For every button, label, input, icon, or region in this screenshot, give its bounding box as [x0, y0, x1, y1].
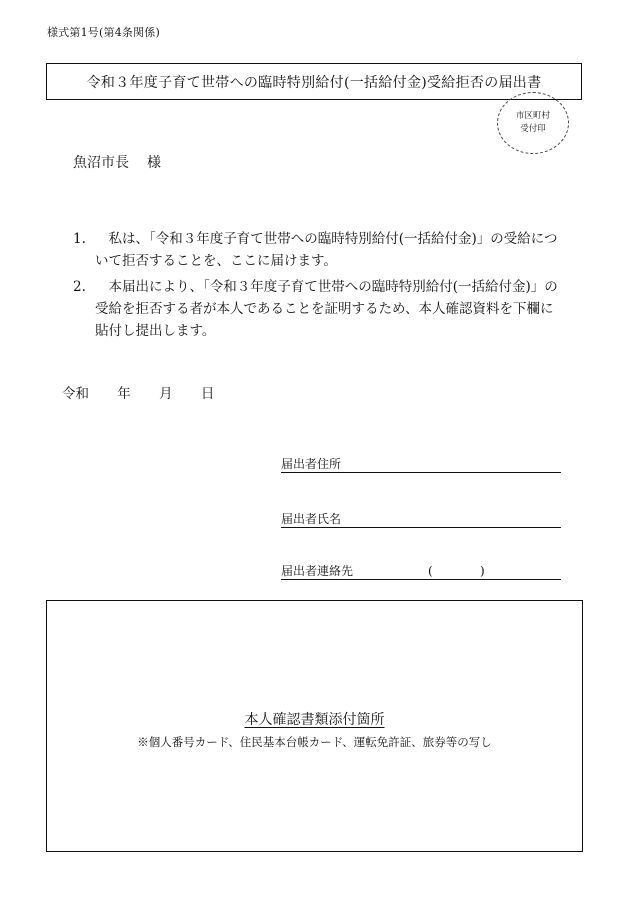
declaration-items — [73, 228, 563, 346]
date-line — [62, 382, 214, 402]
document-title-box — [46, 63, 582, 100]
date-year-label: 年 — [117, 386, 131, 402]
item-text: 私は、「令和３年度子育て世帯への臨時特別給付(一括給付金)」の受給について拒否することを、ここに届けます。 — [95, 231, 558, 269]
declaration-item — [73, 276, 563, 342]
name-label: 届出者氏名 — [281, 512, 342, 526]
id-document-attachment-box — [46, 600, 583, 852]
addressee-honorific: 様 — [147, 155, 161, 171]
address-field[interactable] — [281, 457, 561, 473]
attachment-title: 本人確認書類添付箇所 — [244, 712, 385, 728]
item-number: 2. — [73, 279, 86, 295]
contact-paren-close: ) — [480, 564, 485, 578]
document-title: 令和３年度子育て世帯への臨時特別給付(一括給付金)受給拒否の届出書 — [86, 74, 542, 91]
stamp-label-line1: 市区町村 — [515, 111, 550, 121]
addressee-name: 魚沼市長 — [73, 155, 129, 171]
attachment-title-wrap — [47, 709, 582, 729]
date-era: 令和 — [62, 386, 89, 402]
item-number: 1. — [73, 231, 86, 247]
attachment-note: ※個人番号カード、住民基本台帳カード、運転免許証、旅券等の写し — [137, 735, 492, 749]
contact-label: 届出者連絡先 — [281, 564, 354, 578]
item-text: 本届出により、「令和３年度子育て世帯への臨時特別給付(一括給付金)」の受給を拒否する者が本人であることを証明するため、本人確認資料を下欄に貼付し提出します。 — [95, 279, 558, 339]
reception-stamp-area — [497, 92, 569, 154]
form-number: 様式第1号(第4条関係) — [47, 26, 160, 39]
date-day-label: 日 — [200, 386, 215, 402]
name-field[interactable] — [281, 512, 561, 528]
address-label: 届出者住所 — [281, 457, 342, 471]
addressee — [73, 152, 161, 172]
contact-field[interactable] — [281, 564, 561, 580]
stamp-label-line2: 受付印 — [520, 124, 546, 134]
declaration-item — [73, 228, 563, 272]
contact-paren-open: ( — [428, 564, 433, 578]
date-month-label: 月 — [159, 386, 173, 402]
